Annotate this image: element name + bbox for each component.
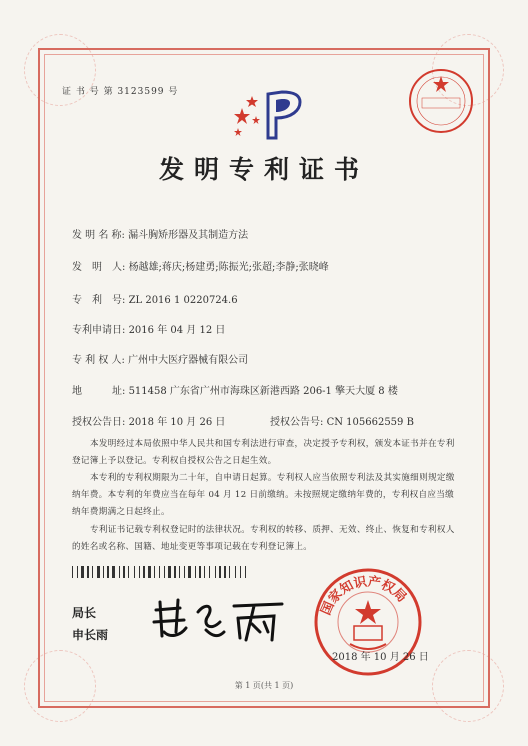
barcode <box>72 566 282 578</box>
invention-name-value: 漏斗胸矫形器及其制造方法 <box>128 230 249 241</box>
patent-number-row <box>72 291 238 306</box>
seal-text: 国家知识产权局 <box>318 574 410 618</box>
inventor-value: 杨越雄;蒋庆;杨建勇;陈振光;张超;李静;张晓峰 <box>128 262 329 273</box>
signer-name-label: 申长雨 <box>72 628 109 642</box>
address-row <box>72 382 398 397</box>
inventor-label: 发 明 人: <box>72 262 126 273</box>
certificate-title: 发明专利证书 <box>158 155 369 184</box>
statement-paragraph-2: 本专利的专利权期限为二十年，自申请日起算。专利权人应当依照专利法及其实施细则规定缴纳年费。本专利的年费应当在每年 04 月 12 日前缴纳。未按照规定缴纳年费的，专利权自应当缴纳年费期满之日起终止。 <box>72 473 455 517</box>
grant-date-row <box>72 413 225 428</box>
grant-number-value: CN 105662559 B <box>326 417 414 428</box>
signer-title: 局长 <box>72 606 97 620</box>
statement-paragraph-1: 本发明经过本局依照中华人民共和国专利法进行审查，决定授予专利权，颁发本证书并在专利登记簿上予以登记。专利权自授权公告之日起生效。 <box>72 439 455 466</box>
invention-name-row <box>72 226 248 241</box>
patentee-label: 专 利 权 人: <box>72 355 125 366</box>
grant-date-label: 授权公告日: <box>72 417 126 428</box>
address-label: 地 址: <box>72 386 126 397</box>
address-value: 511458 广东省广州市海珠区新港西路 206-1 擎天大厦 8 楼 <box>128 386 398 397</box>
handwritten-signature <box>150 592 290 646</box>
agency-stamp <box>406 66 476 136</box>
page-number: 第 1 页(共 1 页) <box>234 681 294 690</box>
grant-number-label: 授权公告号: <box>270 417 324 428</box>
grant-date-value: 2018 年 10 月 26 日 <box>128 417 226 428</box>
inventor-row <box>72 258 329 273</box>
patent-office-logo <box>232 88 304 140</box>
patent-number-value: ZL 2016 1 0220724.6 <box>128 295 238 306</box>
grant-number-row <box>270 413 414 428</box>
filing-date-label: 专利申请日: <box>72 325 126 336</box>
statement-paragraph-3: 专利证书记载专利权登记时的法律状况。专利权的转移、质押、无效、终止、恢复和专利权人的姓名或名称、国籍、地址变更等事项记载在专利登记簿上。 <box>72 525 455 552</box>
patent-number-label: 专 利 号: <box>72 295 126 306</box>
invention-name-label: 发 明 名 称: <box>72 230 125 241</box>
seal-date: 2018 年 10 月 26 日 <box>332 652 429 663</box>
filing-date-value: 2016 年 04 月 12 日 <box>128 325 226 336</box>
patentee-row <box>72 351 248 366</box>
certificate-number: 证 书 号 第 3123599 号 <box>62 87 179 97</box>
filing-date-row <box>72 321 225 336</box>
patentee-value: 广州中大医疗器械有限公司 <box>128 355 249 366</box>
